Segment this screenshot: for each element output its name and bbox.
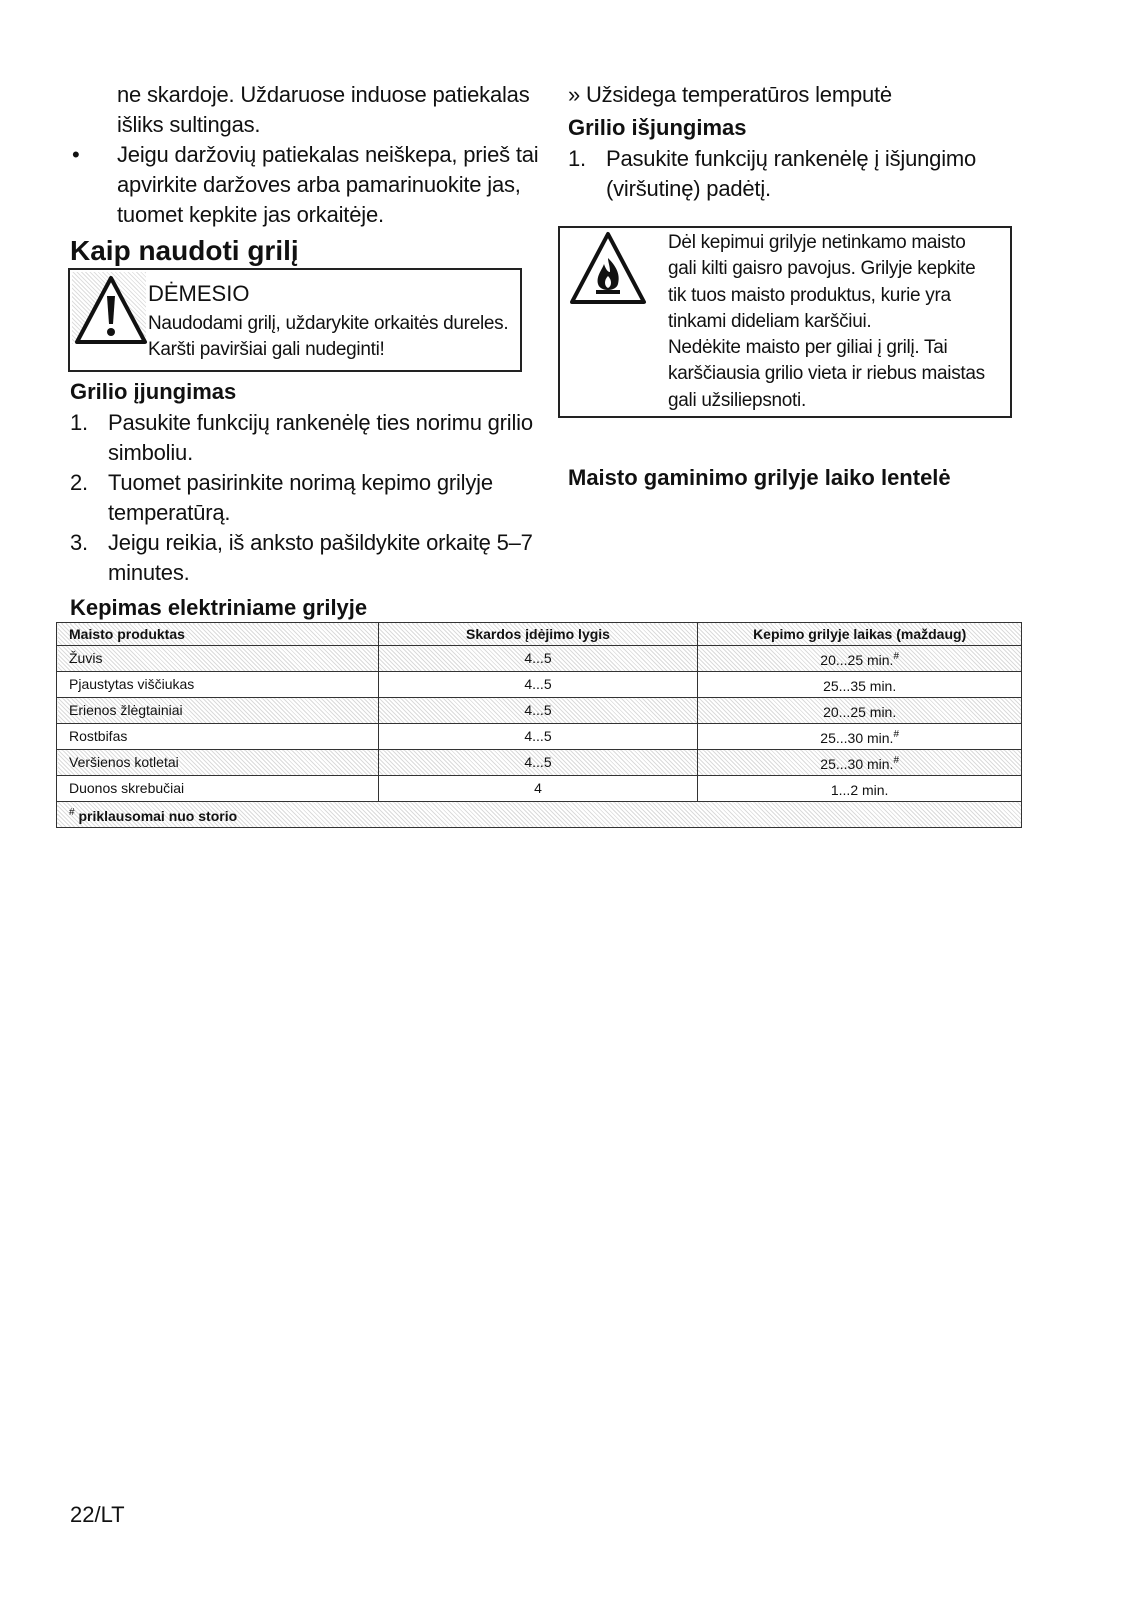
table-footnote: # priklausomai nuo storio	[57, 802, 1022, 828]
fire-hazard-icon	[568, 230, 648, 306]
fire-warning-line: tinkami dideliam karščiui.	[668, 310, 872, 332]
step-number: 1.	[568, 146, 586, 171]
caution-title: DĖMESIO	[148, 281, 250, 306]
fire-warning-box	[558, 226, 1012, 418]
step-text: (viršutinę) padėtį.	[606, 176, 771, 201]
food-cell: Rostbifas	[57, 724, 379, 750]
step-number: 1.	[70, 410, 88, 435]
grill-off-step	[568, 144, 1018, 204]
continuation-line: išliks sultingas.	[117, 112, 261, 137]
caution-text: Naudodami grilį, uždarykite orkaitės dureles.	[148, 313, 509, 334]
step-item	[70, 468, 540, 528]
step-text: Pasukite funkcijų rankenėlę į išjungimo	[606, 146, 977, 171]
table-heading: Kepimas elektriniame grilyje	[70, 595, 368, 620]
table-row	[57, 646, 1022, 672]
bullet-text: apvirkite daržoves arba pamarinuokite jas,	[117, 172, 521, 197]
food-cell: Veršienos kotletai	[57, 750, 379, 776]
result-line: » Užsidega temperatūros lemputė	[568, 82, 892, 107]
fire-warning-line: tik tuos maisto produktus, kurie yra	[668, 284, 951, 306]
fire-warning-text	[668, 230, 985, 414]
level-cell: 4...5	[378, 646, 698, 672]
grill-on-heading: Grilio įjungimas	[70, 379, 237, 404]
table-row	[57, 724, 1022, 750]
food-cell: Duonos skrebučiai	[57, 776, 379, 802]
caution-box	[68, 268, 522, 372]
grill-off-heading: Grilio išjungimas	[568, 115, 747, 140]
step-text: simboliu.	[108, 440, 194, 465]
food-cell: Pjaustytas viščiukas	[57, 672, 379, 698]
fire-warning-line: gali užsiliepsnoti.	[668, 389, 806, 411]
level-cell: 4	[378, 776, 698, 802]
table-section-heading: Maisto gaminimo grilyje laiko lentelė	[568, 465, 951, 490]
bullet-text: Jeigu daržovių patiekalas neiškepa, prieš tai	[117, 142, 539, 167]
step-item	[70, 528, 540, 588]
column-header: Kepimo grilyje laikas (maždaug)	[698, 623, 1022, 646]
level-cell: 4...5	[378, 698, 698, 724]
time-cell: 20...25 min.	[698, 698, 1022, 724]
step-text: Tuomet pasirinkite norimą kepimo grilyje	[108, 470, 493, 495]
step-text: minutes.	[108, 560, 190, 585]
food-cell: Žuvis	[57, 646, 379, 672]
step-text: Pasukite funkcijų rankenėlę ties norimu grilio	[108, 410, 533, 435]
continuation-line: ne skardoje. Uždaruose induose patiekalas	[117, 82, 530, 107]
bullet-dot: •	[72, 142, 80, 167]
caution-text: Karšti paviršiai gali nudeginti!	[148, 339, 385, 360]
table-row	[57, 672, 1022, 698]
section-heading: Kaip naudoti grilį	[70, 235, 299, 266]
level-cell: 4...5	[378, 672, 698, 698]
table-header-row	[57, 623, 1022, 646]
table-row	[57, 750, 1022, 776]
fire-warning-line: karščiausia grilio vieta ir riebus maistas	[668, 363, 985, 385]
time-cell: 1...2 min.	[698, 776, 1022, 802]
page-number: 22/LT	[70, 1502, 125, 1527]
table-footnote-row	[57, 802, 1022, 828]
step-text: temperatūrą.	[108, 500, 231, 525]
warning-triangle-icon	[74, 274, 148, 346]
grill-time-table	[56, 622, 1022, 828]
level-cell: 4...5	[378, 724, 698, 750]
food-cell: Erienos žlėgtainiai	[57, 698, 379, 724]
time-cell: 20...25 min.#	[698, 646, 1022, 672]
level-cell: 4...5	[378, 750, 698, 776]
bullet-text: tuomet kepkite jas orkaitėje.	[117, 202, 384, 227]
fire-warning-line: Nedėkite maisto per giliai į grilį. Tai	[668, 337, 948, 359]
step-item	[568, 144, 1018, 204]
column-header: Skardos įdėjimo lygis	[378, 623, 698, 646]
table-row	[57, 776, 1022, 802]
column-header: Maisto produktas	[57, 623, 379, 646]
time-cell: 25...35 min.	[698, 672, 1022, 698]
time-cell: 25...30 min.#	[698, 750, 1022, 776]
step-number: 2.	[70, 470, 88, 495]
step-item	[70, 408, 540, 468]
step-number: 3.	[70, 530, 88, 555]
step-text: Jeigu reikia, iš anksto pašildykite orkaitę 5–7	[108, 530, 533, 555]
fire-warning-line: Dėl kepimui grilyje netinkamo maisto	[668, 232, 966, 253]
grill-on-steps	[70, 408, 540, 588]
fire-warning-line: gali kilti gaisro pavojus. Grilyje kepkite	[668, 258, 976, 280]
table-row	[57, 698, 1022, 724]
time-cell: 25...30 min.#	[698, 724, 1022, 750]
